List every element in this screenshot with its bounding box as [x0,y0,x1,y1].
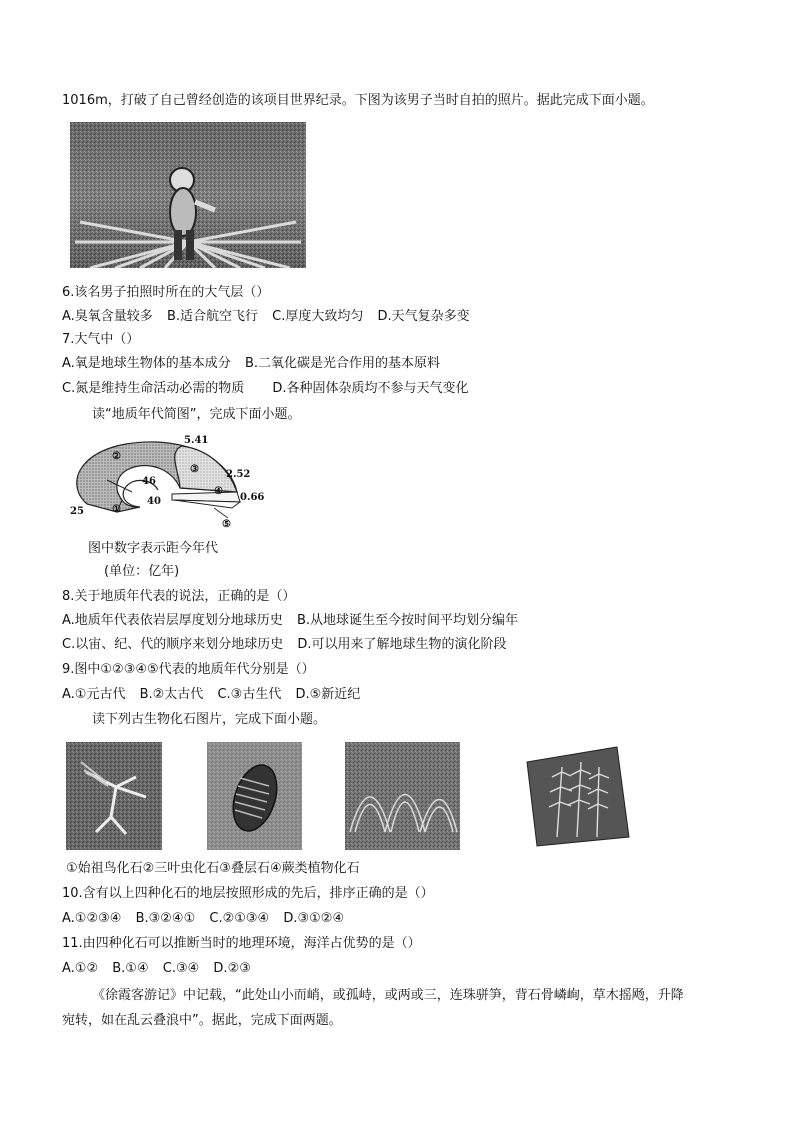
label-0-66: 0.66 [240,492,265,503]
q9-option-a[interactable]: A.①元古代 [62,687,126,702]
q10-option-c[interactable]: C.②①③④ [209,911,270,926]
q11-options [62,960,251,978]
q7-option-c[interactable]: C.氮是维持生命活动必需的物质 [62,381,245,396]
trilobite-fossil-image [207,742,302,850]
q7-option-b[interactable]: B.二氧化碳是光合作用的基本原料 [244,356,441,371]
q8-option-b[interactable]: B.从地球诞生至今按时间平均划分编年 [296,613,519,628]
q7-option-a[interactable]: A.氧是地球生物体的基本成分 [62,356,231,371]
q8-option-d[interactable]: D.可以用来了解地球生物的演化阶段 [297,637,507,652]
region-3-label: ③ [190,464,199,475]
label-5-41: 5.41 [184,435,209,446]
q6-option-b[interactable]: B.适合航空飞行 [166,309,259,324]
q8-options-row1 [62,612,518,630]
label-2-52: 2.52 [226,469,251,480]
region-4-label: ④ [214,486,223,497]
label-25: 25 [70,506,84,517]
geo-time-intro: 读“地质年代简图”，完成下面小题。 [92,407,301,422]
q8-option-a[interactable]: A.地质年代表依岩层厚度划分地球历史 [62,613,283,628]
selfie-photo [70,122,306,268]
q9-option-c[interactable]: C.③古生代 [217,687,282,702]
fern-plant-fossil-image [517,742,633,850]
region-2-label: ② [112,451,121,462]
q8-stem: 8.关于地质年代表的说法，正确的是（） [62,589,296,604]
archaeopteryx-fossil-image [66,742,162,850]
diagram-caption-2: (单位：亿年) [104,564,180,579]
q10-option-a[interactable]: A.①②③④ [62,911,122,926]
q11-option-c[interactable]: C.③④ [162,961,200,976]
q8-options-row2 [62,636,507,654]
q7-options-row2 [62,380,469,398]
intro-text: 1016m，打破了自己曾经创造的该项目世界纪录。下图为该男子当时自拍的照片。据此完成下面小题。 [62,93,654,108]
q9-option-d[interactable]: D.⑤新近纪 [295,687,361,702]
q6-option-d[interactable]: D.天气复杂多变 [377,309,470,324]
q10-option-d[interactable]: D.③①②④ [283,911,345,926]
fossil-caption: ①始祖鸟化石②三叶虫化石③叠层石④蕨类植物化石 [66,861,360,876]
stromatolite-fossil-image [345,742,460,850]
region-5-label: ⑤ [222,519,231,530]
q10-options [62,910,344,928]
passage-line-2: 宛转，如在乱云叠浪中”。据此，完成下面两题。 [62,1013,342,1028]
label-40: 40 [147,496,161,507]
q9-option-b[interactable]: B.②太古代 [139,687,204,702]
q7-options-row1 [62,355,440,373]
q11-stem: 11.由四种化石可以推断当时的地理环境，海洋占优势的是（） [62,936,421,951]
q7-stem: 7.大气中（） [62,332,140,347]
q11-option-d[interactable]: D.②③ [213,961,251,976]
passage-line-1: 《徐霞客游记》中记载，“此处山小而峭，或孤峙，或两或三，连珠骈笋，背石骨嶙峋，草木摇飏，升降 [92,988,684,1003]
q9-stem: 9.图中①②③④⑤代表的地质年代分别是（） [62,662,315,677]
geologic-time-diagram [62,432,272,532]
diagram-caption-1: 图中数字表示距今年代 [88,541,219,556]
q8-option-c[interactable]: C.以宙、纪、代的顺序来划分地球历史 [62,637,284,652]
q6-option-c[interactable]: C.厚度大致均匀 [272,309,364,324]
q6-option-a[interactable]: A.臭氧含量较多 [62,309,153,324]
q6-stem: 6.该名男子拍照时所在的大气层（） [62,285,270,300]
q10-option-b[interactable]: B.③②④① [135,911,196,926]
q7-option-d[interactable]: D.各种固体杂质均不参与天气变化 [272,381,469,396]
region-1-label: ① [112,504,121,515]
q11-option-a[interactable]: A.①② [62,961,99,976]
q6-options [62,308,470,326]
q9-options [62,686,360,704]
label-46: 46 [142,476,156,487]
q10-stem: 10.含有以上四种化石的地层按照形成的先后，排序正确的是（） [62,886,434,901]
q11-option-b[interactable]: B.①④ [112,961,149,976]
fossil-intro: 读下列古生物化石图片，完成下面小题。 [92,712,327,727]
